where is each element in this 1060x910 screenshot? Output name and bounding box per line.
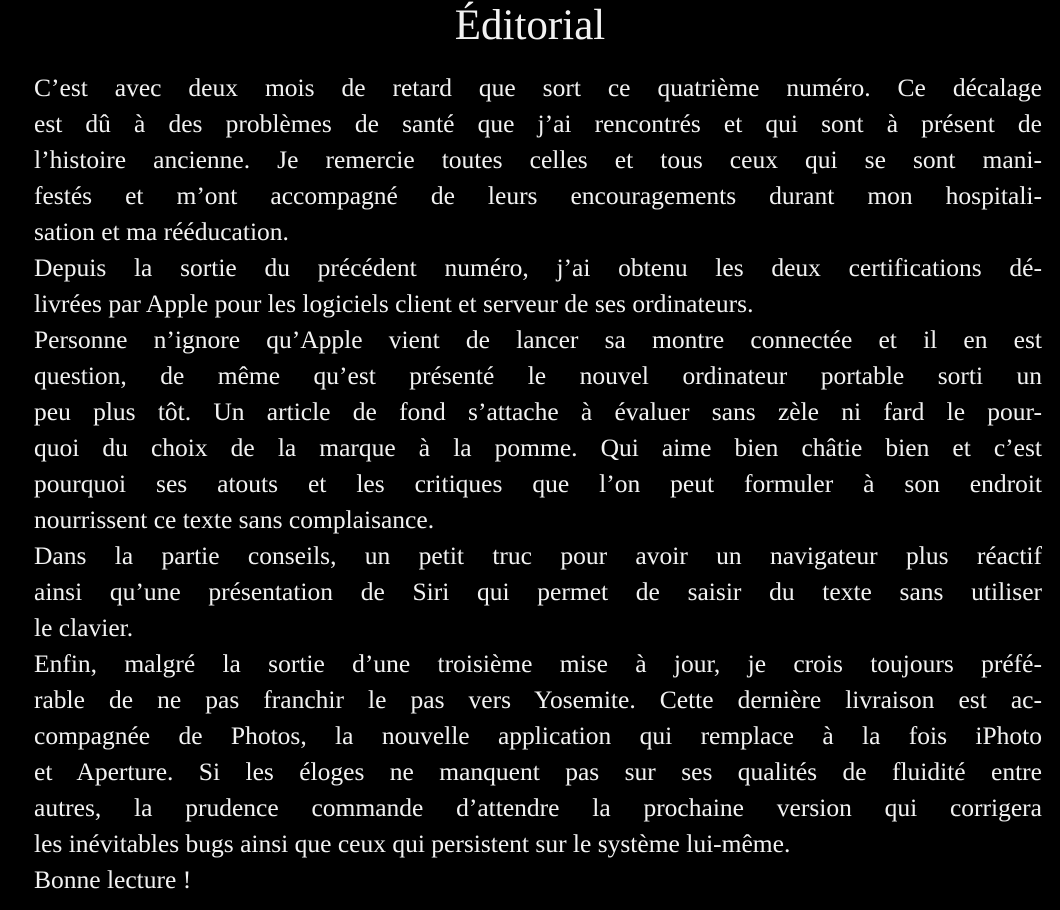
text-line: les inévitables bugs ainsi que ceux qui persistent sur le système lui-même. [34, 829, 791, 858]
text-line: livrées par Apple pour les logiciels client et serveur de ses ordinateurs. [34, 289, 754, 318]
text-line: question, de même qu’est présenté le nouvel ordinateur portable sorti un [34, 361, 1042, 390]
text-line: pourquoi ses atouts et les critiques que l’on peut formuler à son endroit [34, 469, 1042, 498]
text-line: Personne n’ignore qu’Apple vient de lancer sa montre connectée et il en est [34, 325, 1042, 354]
text-line: le clavier. [34, 613, 134, 642]
editorial-body [34, 70, 1042, 898]
text-line: peu plus tôt. Un article de fond s’attache à évaluer sans zèle ni fard le pour- [34, 397, 1042, 426]
text-line: ainsi qu’une présentation de Siri qui permet de saisir du texte sans utiliser [34, 577, 1042, 606]
text-line: et Aperture. Si les éloges ne manquent pas sur ses qualités de fluidité entre [34, 757, 1042, 786]
text-line: Depuis la sortie du précédent numéro, j’ai obtenu les deux certifications dé- [34, 253, 1042, 282]
text-line: sation et ma rééducation. [34, 217, 289, 246]
text-line: rable de ne pas franchir le pas vers Yosemite. Cette dernière livraison est ac- [34, 685, 1042, 714]
text-line: Enfin, malgré la sortie d’une troisième mise à jour, je crois toujours préfé- [34, 649, 1042, 678]
text-line: nourrissent ce texte sans complaisance. [34, 505, 435, 534]
text-line: autres, la prudence commande d’attendre la prochaine version qui corrigera [34, 793, 1042, 822]
text-line: quoi du choix de la marque à la pomme. Qui aime bien châtie bien et c’est [34, 433, 1042, 462]
text-line: C’est avec deux mois de retard que sort ce quatrième numéro. Ce décalage [34, 73, 1042, 102]
page-title: Éditorial [454, 2, 606, 49]
text-line: Dans la partie conseils, un petit truc pour avoir un navigateur plus réactif [34, 541, 1042, 570]
text-line: Bonne lecture ! [34, 865, 192, 894]
text-line: l’histoire ancienne. Je remercie toutes celles et tous ceux qui se sont mani- [34, 145, 1042, 174]
text-line: festés et m’ont accompagné de leurs encouragements durant mon hospitali- [34, 181, 1042, 210]
text-line: compagnée de Photos, la nouvelle application qui remplace à la fois iPhoto [34, 721, 1042, 750]
text-line: est dû à des problèmes de santé que j’ai rencontrés et qui sont à présent de [34, 109, 1042, 138]
